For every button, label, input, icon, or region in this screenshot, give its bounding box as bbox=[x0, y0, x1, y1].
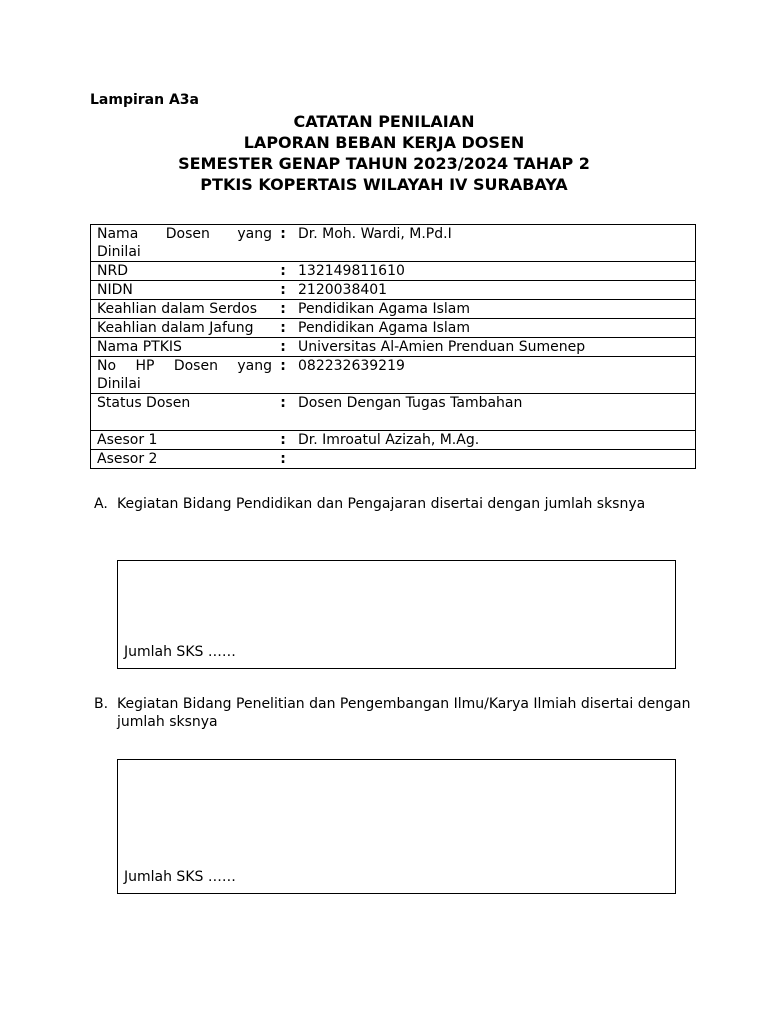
section-b-heading bbox=[94, 695, 694, 731]
section-letter: A. bbox=[94, 496, 108, 512]
row-label: Keahlian dalam Serdos bbox=[91, 300, 279, 319]
row-value: Pendidikan Agama Islam bbox=[288, 319, 696, 338]
row-separator: : bbox=[278, 262, 288, 281]
title-line-3: SEMESTER GENAP TAHUN 2023/2024 TAHAP 2 bbox=[178, 154, 590, 173]
row-label-line-2: Dinilai bbox=[97, 376, 141, 392]
table-row-phone bbox=[91, 357, 696, 394]
table-row-ptkis-name bbox=[91, 338, 696, 357]
row-separator: : bbox=[278, 431, 288, 450]
section-text: Kegiatan Bidang Pendidikan dan Pengajaran disertai dengan jumlah sksnya bbox=[117, 496, 646, 512]
row-value: 132149811610 bbox=[288, 262, 696, 281]
table-row-jafung-expertise bbox=[91, 319, 696, 338]
section-text: Kegiatan Bidang Penelitian dan Pengembangan Ilmu/Karya Ilmiah disertai dengan jumlah sksnya bbox=[117, 696, 691, 730]
row-label-line-1: No HP Dosen yang bbox=[97, 358, 272, 374]
row-label: NIDN bbox=[91, 281, 279, 300]
row-separator: : bbox=[278, 450, 288, 469]
row-value: Dr. Imroatul Azizah, M.Ag. bbox=[288, 431, 696, 450]
sks-total-text: Jumlah SKS …… bbox=[124, 869, 236, 885]
row-label-line-2: Dinilai bbox=[97, 244, 141, 260]
sks-total-text: Jumlah SKS …… bbox=[124, 644, 236, 660]
row-label: Keahlian dalam Jafung bbox=[91, 319, 279, 338]
table-row-assessor-2 bbox=[91, 450, 696, 469]
row-separator: : bbox=[278, 338, 288, 357]
row-value: Pendidikan Agama Islam bbox=[288, 300, 696, 319]
row-value: 2120038401 bbox=[288, 281, 696, 300]
row-label-line-1: Nama Dosen yang bbox=[97, 226, 272, 242]
table-row-serdos-expertise bbox=[91, 300, 696, 319]
section-a-heading bbox=[94, 495, 694, 513]
table-row-lecturer-status bbox=[91, 394, 696, 431]
document-title bbox=[0, 111, 768, 195]
section-b-sks-box bbox=[117, 759, 676, 894]
row-label: Asesor 1 bbox=[91, 431, 279, 450]
row-separator: : bbox=[278, 225, 288, 262]
table-row-lecturer-name bbox=[91, 225, 696, 262]
row-label bbox=[91, 225, 279, 262]
row-value bbox=[288, 450, 696, 469]
row-separator: : bbox=[278, 281, 288, 300]
row-separator: : bbox=[278, 357, 288, 394]
table-row-nidn bbox=[91, 281, 696, 300]
title-line-2: LAPORAN BEBAN KERJA DOSEN bbox=[243, 133, 525, 152]
title-line-1: CATATAN PENILAIAN bbox=[293, 112, 475, 131]
appendix-label: Lampiran A3a bbox=[90, 92, 199, 108]
row-label: Asesor 2 bbox=[91, 450, 279, 469]
table-row-nrd bbox=[91, 262, 696, 281]
row-label bbox=[91, 357, 279, 394]
row-label: Nama PTKIS bbox=[91, 338, 279, 357]
row-value: 082232639219 bbox=[288, 357, 696, 394]
row-label: NRD bbox=[91, 262, 279, 281]
row-separator: : bbox=[278, 300, 288, 319]
row-value: Dr. Moh. Wardi, M.Pd.I bbox=[288, 225, 696, 262]
section-letter: B. bbox=[94, 696, 109, 712]
row-value: Dosen Dengan Tugas Tambahan bbox=[288, 394, 696, 431]
table-row-assessor-1 bbox=[91, 431, 696, 450]
row-separator: : bbox=[278, 319, 288, 338]
lecturer-identity-table bbox=[90, 224, 696, 469]
row-label: Status Dosen bbox=[91, 394, 279, 431]
section-a-sks-box bbox=[117, 560, 676, 669]
title-line-4: PTKIS KOPERTAIS WILAYAH IV SURABAYA bbox=[200, 175, 568, 194]
row-separator: : bbox=[278, 394, 288, 431]
row-value: Universitas Al-Amien Prenduan Sumenep bbox=[288, 338, 696, 357]
